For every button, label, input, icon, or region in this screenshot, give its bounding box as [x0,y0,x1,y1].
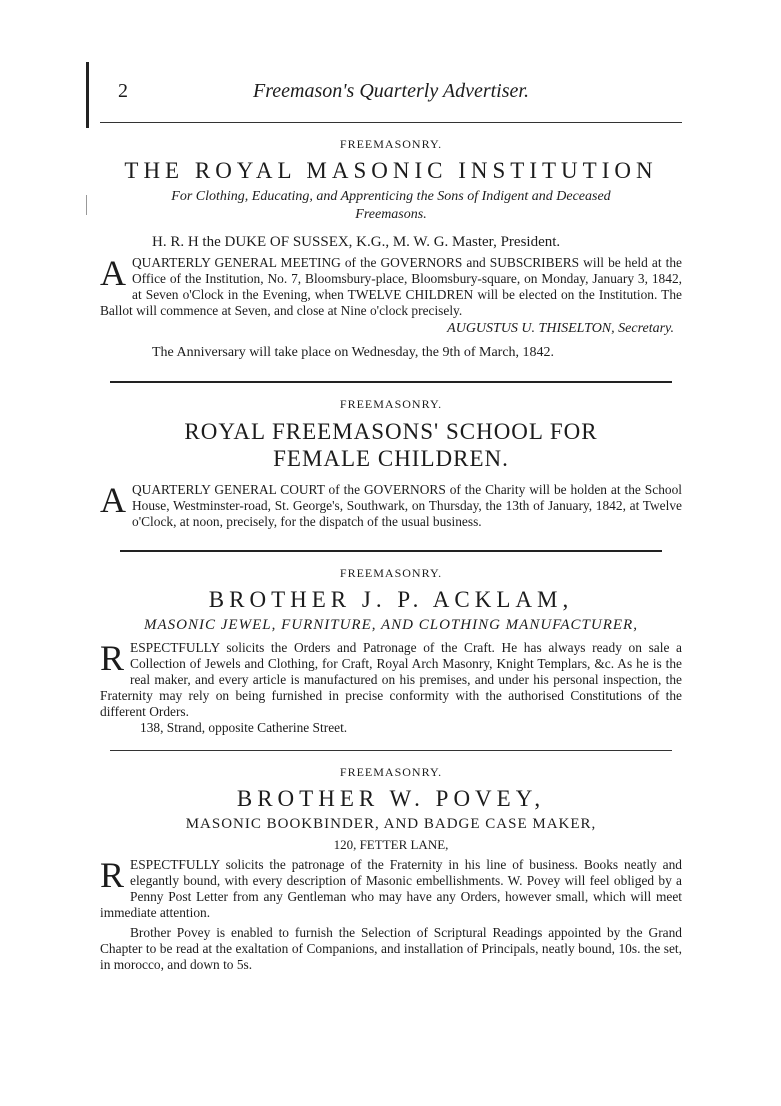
drop-cap: A [100,480,126,520]
ad-subtitle: For Clothing, Educating, and Apprenticing the Sons of Indigent and Deceased Freemasons. [171,189,611,222]
ad-body-text: ESPECTFULLY solicits the Orders and Patronage of the Craft. He has always ready on sale a Collection of Jewels and Clothing, for Craft, Royal Arch Masonry, Knight Templars, &c. As he is the real maker, and every article is manufactured on his premises, and under his personal inspection, the Fraternity may rely on being furnished in precise conformity with the authorised Constitutions of the different Orders. [100,640,682,719]
ad-body-text: QUARTERLY GENERAL MEETING of the GOVERNORS and SUBSCRIBERS will be held at the Office of the Institution, No. 7, Bloomsbury-place, Bloomsbury-square, on Monday, January 3, 1842, at Seven o'Clock in the Evening, when TWELVE CHILDREN will be elected on the Institution. The Ballot will commence at Seven, and close at Nine o'clock precisely. [100,255,682,318]
ad-body [100,482,682,530]
ad-title: BROTHER J. P. ACKLAM, [208,587,574,612]
margin-mark [86,195,87,215]
page-header [100,78,682,108]
ad-president-line: H. R. H the DUKE OF SUSSEX, K.G., M. W. G. Master, President. [152,234,561,250]
ad-povey [100,765,682,973]
ad-notice: The Anniversary will take place on Wednesday, the 9th of March, 1842. [152,345,555,360]
drop-cap: R [100,638,125,678]
ad-acklam [100,566,682,736]
ad-subtitle: MASONIC BOOKBINDER, AND BADGE CASE MAKER, [185,816,597,832]
ad-title: ROYAL FREEMASONS' SCHOOL FOR FEMALE CHILDREN. [184,419,598,471]
ad-title: THE ROYAL MASONIC INSTITUTION [124,158,658,183]
ad-body [100,255,682,319]
ad-body-second: Brother Povey is enabled to furnish the Selection of Scriptural Readings appointed by the Grand Chapter to be read at the exaltation of Companions, and installation of Principals, neatly bound, 10s. the set, in morocco, and down to 5s. [100,925,682,972]
margin-rule [86,62,89,128]
ad-kicker: FREEMASONRY. [339,137,443,151]
drop-cap: A [100,253,126,293]
header-rule [100,122,682,123]
ad-kicker: FREEMASONRY. [339,566,443,580]
ad-body [100,640,682,720]
drop-cap: R [100,855,125,895]
page [100,78,682,973]
ad-address: 138, Strand, opposite Catherine Street. [140,720,348,735]
ad-kicker: FREEMASONRY. [339,765,443,779]
ad-signature: AUGUSTUS U. THISELTON, Secretary. [447,321,674,336]
ad-subtitle: MASONIC JEWEL, FURNITURE, AND CLOTHING MANUFACTURER, [144,617,638,633]
ad-body-text: ESPECTFULLY solicits the patronage of the Fraternity in his line of business. Books neatly and elegantly bound, with every description of Masonic embellishments. W. Povey will feel obliged by a Penny Post Letter from any Gentleman who may have any Orders, however small, which will meet immediate attention. [100,857,682,920]
ad-royal-masonic-institution [100,137,682,361]
section-rule [110,381,672,383]
section-rule [120,550,662,552]
page-number: 2 [118,80,128,102]
ad-address: 120, FETTER LANE, [333,837,449,852]
ad-female-school [100,397,682,530]
ad-body [100,857,682,921]
running-title: Freemason's Quarterly Advertiser. [253,80,529,102]
section-rule [110,750,672,751]
ad-kicker: FREEMASONRY. [339,397,443,411]
ad-body-text: QUARTERLY GENERAL COURT of the GOVERNORS of the Charity will be holden at the School House, Westminster-road, St. George's, Southwark, on Thursday, the 13th of January, 1842, at Twelve o'Clock, at noon, precisely, for the dispatch of the usual business. [132,482,682,529]
ad-title: BROTHER W. POVEY, [236,786,546,811]
